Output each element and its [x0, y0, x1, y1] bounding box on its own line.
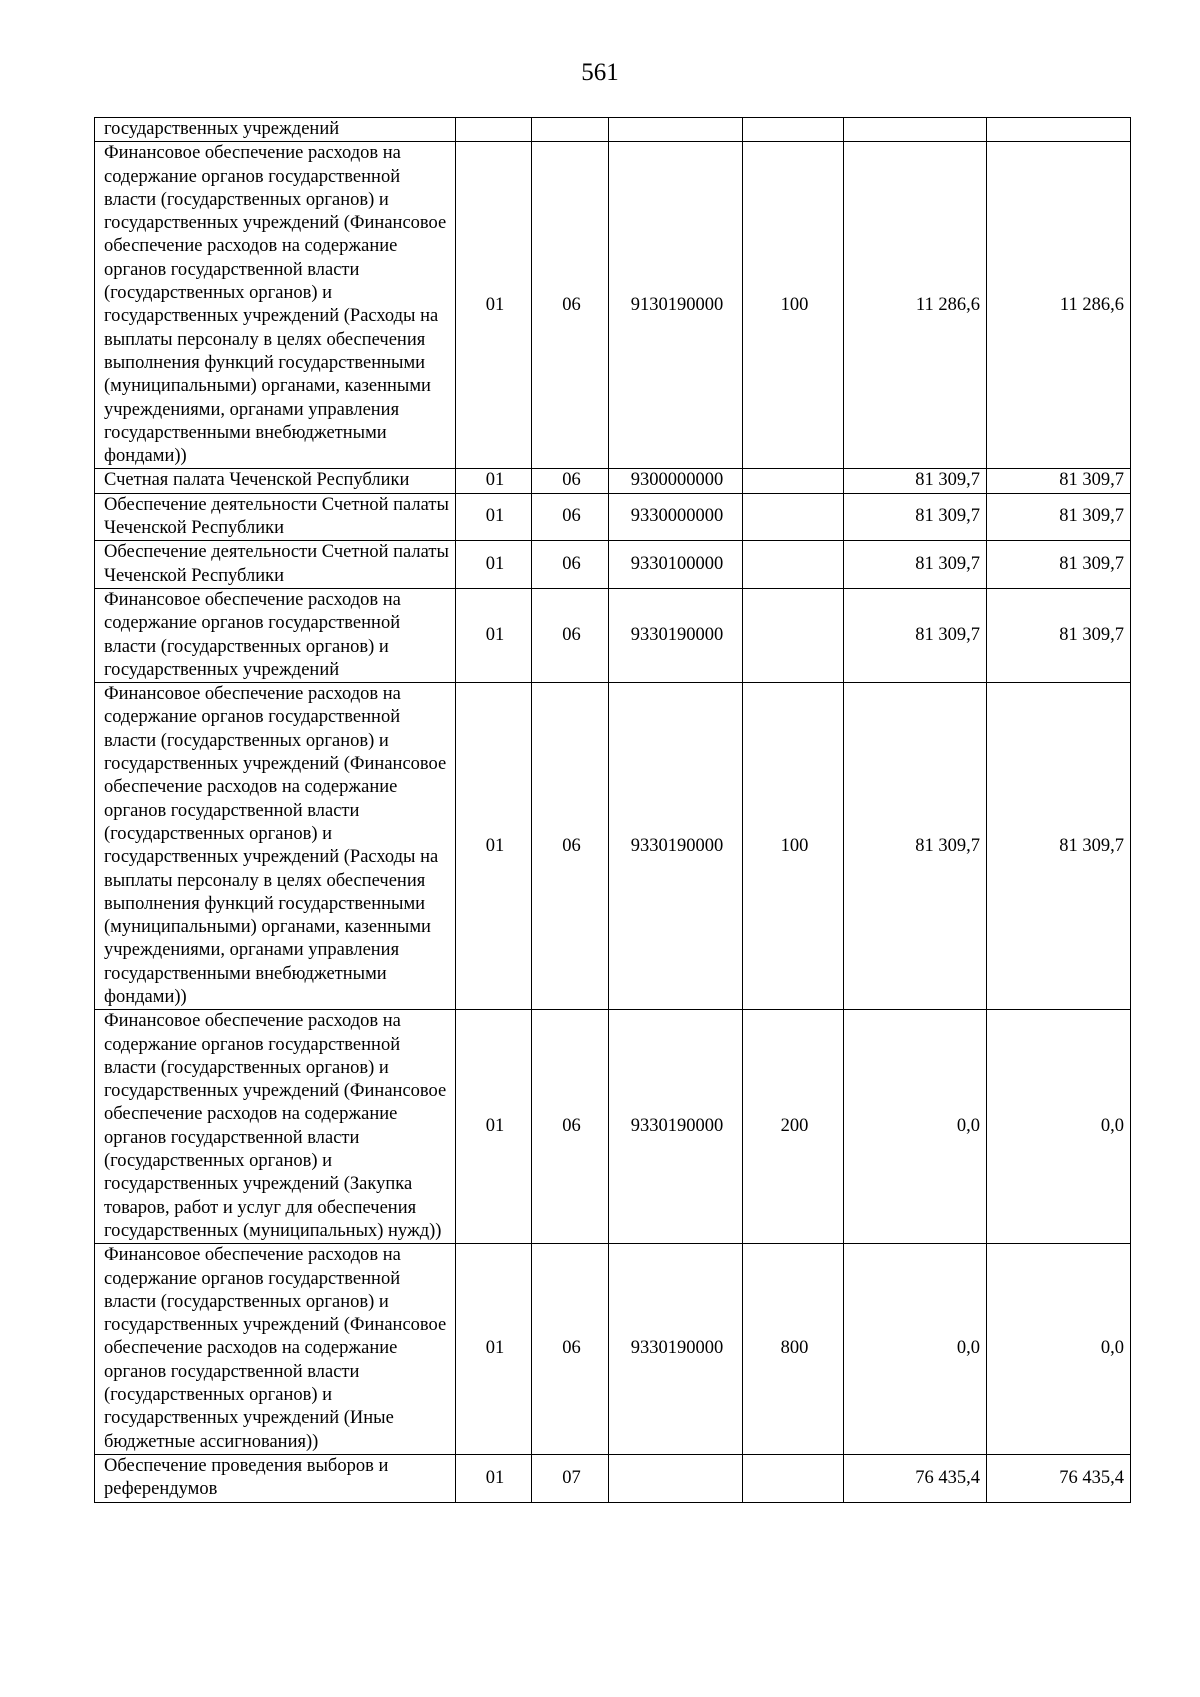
expense-type-cell: 800 [743, 1244, 844, 1455]
row-name-cell: Финансовое обеспечение расходов на содержание органов государственной власти (государственных органов) и государственных учреждений (Финансовое обеспечение расходов на содержание органов государственной власти (государственных органов) и государственных учреждений (Закупка товаров, работ и услуг для обеспечения государственных (муниципальных) нужд)) [95, 1010, 456, 1244]
expense-type-cell [743, 588, 844, 682]
subsection-code-cell [532, 118, 609, 142]
section-code-cell: 01 [456, 1454, 532, 1502]
amount-2-cell: 81 309,7 [987, 541, 1131, 589]
target-article-cell: 9330190000 [609, 1244, 743, 1455]
target-article-cell: 9130190000 [609, 142, 743, 469]
table-row [95, 142, 1131, 469]
subsection-code-cell: 06 [532, 469, 609, 493]
expense-type-cell [743, 1454, 844, 1502]
amount-2-cell: 76 435,4 [987, 1454, 1131, 1502]
budget-table [94, 117, 1131, 1503]
row-name-cell: Финансовое обеспечение расходов на содержание органов государственной власти (государственных органов) и государственных учреждений [95, 588, 456, 682]
row-name-cell: Финансовое обеспечение расходов на содержание органов государственной власти (государственных органов) и государственных учреждений (Финансовое обеспечение расходов на содержание органов государственной власти (государственных органов) и государственных учреждений (Расходы на выплаты персоналу в целях обеспечения выполнения функций государственными (муниципальными) органами, казенными учреждениями, органами управления государственными внебюджетными фондами)) [95, 683, 456, 1010]
amount-1-cell: 81 309,7 [844, 493, 987, 541]
target-article-cell: 9330190000 [609, 683, 743, 1010]
table-row [95, 541, 1131, 589]
section-code-cell: 01 [456, 588, 532, 682]
row-name-cell: Обеспечение деятельности Счетной палаты Чеченской Республики [95, 541, 456, 589]
subsection-code-cell: 06 [532, 493, 609, 541]
row-name-cell: Обеспечение проведения выборов и референдумов [95, 1454, 456, 1502]
target-article-cell [609, 1454, 743, 1502]
section-code-cell [456, 118, 532, 142]
section-code-cell: 01 [456, 142, 532, 469]
expense-type-cell: 100 [743, 142, 844, 469]
row-name-cell: Обеспечение деятельности Счетной палаты Чеченской Республики [95, 493, 456, 541]
table-row [95, 1454, 1131, 1502]
expense-type-cell [743, 541, 844, 589]
section-code-cell: 01 [456, 469, 532, 493]
table-row [95, 1010, 1131, 1244]
target-article-cell: 9300000000 [609, 469, 743, 493]
row-name-cell: Финансовое обеспечение расходов на содержание органов государственной власти (государственных органов) и государственных учреждений (Финансовое обеспечение расходов на содержание органов государственной власти (государственных органов) и государственных учреждений (Расходы на выплаты персоналу в целях обеспечения выполнения функций государственными (муниципальными) органами, казенными учреждениями, органами управления государственными внебюджетными фондами)) [95, 142, 456, 469]
table-row [95, 493, 1131, 541]
amount-2-cell: 0,0 [987, 1244, 1131, 1455]
subsection-code-cell: 06 [532, 1010, 609, 1244]
amount-1-cell: 0,0 [844, 1244, 987, 1455]
table-row [95, 683, 1131, 1010]
amount-1-cell [844, 118, 987, 142]
table-row [95, 588, 1131, 682]
target-article-cell: 9330000000 [609, 493, 743, 541]
amount-2-cell: 81 309,7 [987, 683, 1131, 1010]
amount-1-cell: 11 286,6 [844, 142, 987, 469]
row-name-cell: Финансовое обеспечение расходов на содержание органов государственной власти (государственных органов) и государственных учреждений (Финансовое обеспечение расходов на содержание органов государственной власти (государственных органов) и государственных учреждений (Иные бюджетные ассигнования)) [95, 1244, 456, 1455]
section-code-cell: 01 [456, 541, 532, 589]
amount-2-cell: 11 286,6 [987, 142, 1131, 469]
amount-1-cell: 0,0 [844, 1010, 987, 1244]
section-code-cell: 01 [456, 493, 532, 541]
expense-type-cell [743, 493, 844, 541]
table-body [95, 118, 1131, 1503]
subsection-code-cell: 06 [532, 683, 609, 1010]
amount-2-cell: 81 309,7 [987, 493, 1131, 541]
target-article-cell: 9330190000 [609, 1010, 743, 1244]
amount-2-cell: 0,0 [987, 1010, 1131, 1244]
section-code-cell: 01 [456, 1244, 532, 1455]
section-code-cell: 01 [456, 1010, 532, 1244]
amount-1-cell: 81 309,7 [844, 541, 987, 589]
amount-1-cell: 81 309,7 [844, 469, 987, 493]
subsection-code-cell: 07 [532, 1454, 609, 1502]
table-row [95, 1244, 1131, 1455]
amount-1-cell: 81 309,7 [844, 588, 987, 682]
table-row [95, 469, 1131, 493]
amount-1-cell: 81 309,7 [844, 683, 987, 1010]
subsection-code-cell: 06 [532, 1244, 609, 1455]
page-number: 561 [581, 59, 619, 86]
section-code-cell: 01 [456, 683, 532, 1010]
subsection-code-cell: 06 [532, 541, 609, 589]
target-article-cell: 9330190000 [609, 588, 743, 682]
subsection-code-cell: 06 [532, 142, 609, 469]
expense-type-cell [743, 469, 844, 493]
amount-2-cell [987, 118, 1131, 142]
target-article-cell: 9330100000 [609, 541, 743, 589]
amount-1-cell: 76 435,4 [844, 1454, 987, 1502]
table-row [95, 118, 1131, 142]
expense-type-cell: 200 [743, 1010, 844, 1244]
expense-type-cell [743, 118, 844, 142]
row-name-cell: Счетная палата Чеченской Республики [95, 469, 456, 493]
amount-2-cell: 81 309,7 [987, 469, 1131, 493]
row-name-cell: государственных учреждений [95, 118, 456, 142]
subsection-code-cell: 06 [532, 588, 609, 682]
amount-2-cell: 81 309,7 [987, 588, 1131, 682]
target-article-cell [609, 118, 743, 142]
expense-type-cell: 100 [743, 683, 844, 1010]
